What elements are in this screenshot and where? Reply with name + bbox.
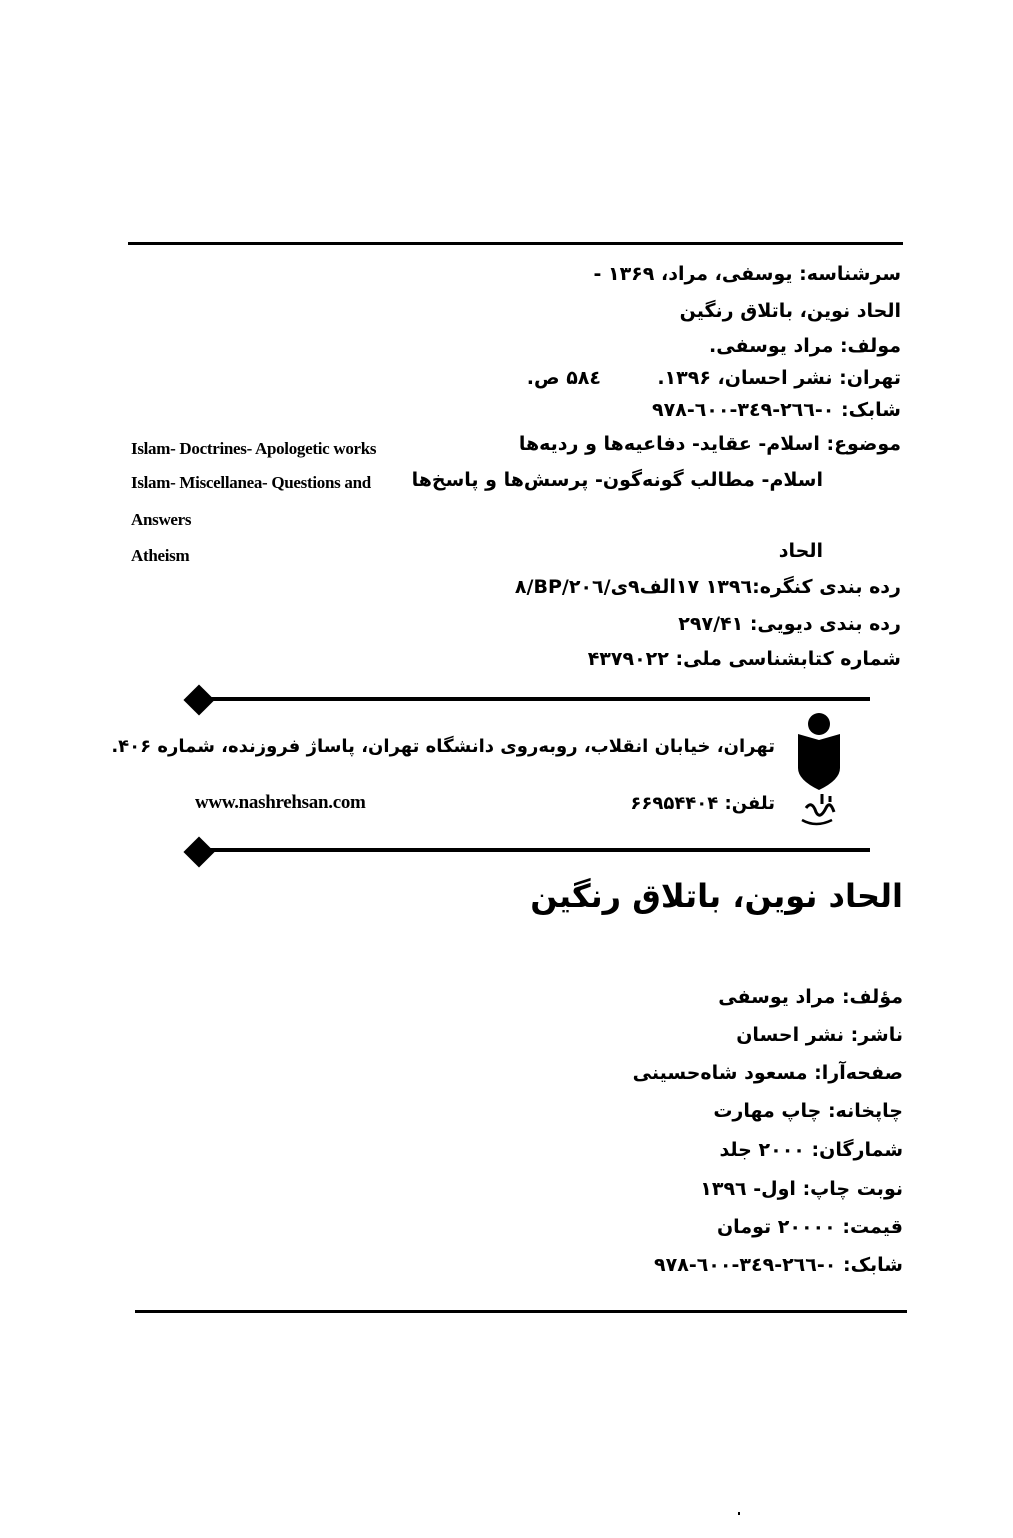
publisher-rule-top (198, 697, 870, 701)
publisher-website[interactable]: www.nashrehsan.com (195, 792, 366, 813)
cip-pages: ۵۸٤ ص. (526, 367, 601, 389)
book-title: الحاد نوین، باتلاق رنگین (530, 877, 903, 915)
credit-print-run: شمارگان: ۲۰۰۰ جلد (719, 1139, 903, 1161)
credit-publisher: ناشر: نشر احسان (736, 1024, 903, 1046)
cip-heading-line: سرشناسه: یوسفی، مراد، ۱۳۶۹ - (593, 263, 901, 285)
bottom-rule (135, 1310, 907, 1313)
credit-author: مؤلف: مراد یوسفی (718, 986, 903, 1008)
top-rule (128, 242, 903, 245)
credit-layout: صفحه‌آرا: مسعود شاه‌حسینی (632, 1062, 903, 1084)
cip-subject-en-3: Answers (131, 510, 192, 529)
cip-subject-en-1: Islam- Doctrines- Apologetic works (131, 439, 377, 458)
cip-isbn-line: شابک: ۰-۲٦٦-۳٤۹-٦۰۰-۹۷۸ (652, 399, 901, 421)
scan-speck (738, 1512, 740, 1515)
credit-price: قیمت: ۲۰۰۰۰ تومان (716, 1216, 903, 1238)
cip-subject-en-4: Atheism (131, 546, 190, 565)
publisher-phone: تلفن: ۶۶۹۵۴۴۰۴ (630, 793, 775, 814)
cip-national-bib-number: شماره کتابشناسی ملی: ۴۳۷۹۰۲۲ (587, 648, 901, 670)
cip-subject-fa-1: موضوع: اسلام- عقاید- دفاعیه‌ها و ردیه‌ها (518, 433, 901, 455)
diamond-ornament-bottom (183, 836, 214, 867)
cip-publication-line: تهران: نشر احسان، ۱۳۹۶. (657, 367, 901, 389)
cip-subject-fa-4: الحاد (778, 540, 823, 562)
cip-dewey-class: رده بندی دیویی: ۲۹۷/۴۱ (678, 613, 901, 635)
cip-subject-fa-2: اسلام- مطالب گونه‌گون- پرسش‌ها و پاسخ‌ها (411, 469, 823, 491)
cip-subject-en-2: Islam- Miscellanea- Questions and (131, 473, 371, 492)
credit-printer: چاپخانه: چاپ مهارت (713, 1100, 903, 1122)
publisher-logo-icon (792, 708, 848, 828)
publisher-address: تهران، خیابان انقلاب، روبه‌روی دانشگاه تهران، پاساژ فروزنده، شماره ۴۰۶. (111, 736, 775, 757)
credit-edition: نوبت چاپ: اول- ۱۳۹٦ (700, 1178, 903, 1200)
cip-author-line: مولف: مراد یوسفی. (709, 335, 901, 357)
cip-title-line: الحاد نوین، باتلاق رنگین (679, 300, 901, 322)
publisher-rule-bottom (198, 848, 870, 852)
credit-isbn: شابک: ۰-۲٦٦-۳٤۹-٦۰۰-۹۷۸ (654, 1254, 903, 1276)
cip-congress-class: رده بندی کنگره:۱۳۹٦ ۱۷الف۹ی/BP/۲۰٦/۸ (514, 576, 901, 598)
